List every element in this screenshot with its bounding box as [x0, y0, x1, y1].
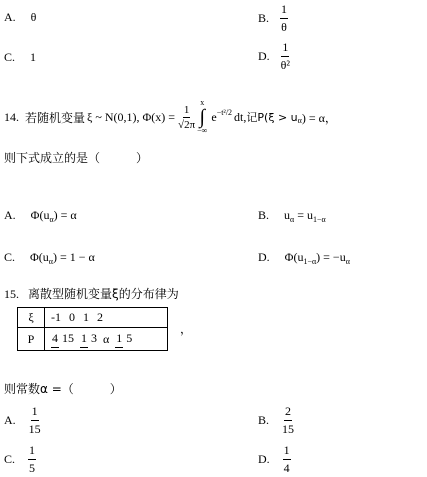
distribution-table — [17, 307, 168, 351]
fraction — [178, 104, 195, 131]
fraction — [283, 443, 291, 476]
integral-icon: ∫ — [199, 106, 205, 128]
option-label: B. — [258, 413, 270, 427]
option-label: A. — [4, 10, 16, 24]
subscript: α — [297, 115, 302, 125]
option-label: C. — [4, 452, 16, 466]
question-number: 14. — [4, 109, 19, 124]
numerator: 1 — [283, 443, 291, 460]
fraction — [282, 404, 294, 437]
table-cell: α — [103, 331, 110, 346]
q15-statement — [4, 288, 179, 300]
option-label: D. — [258, 452, 270, 466]
integrand: e — [211, 109, 217, 124]
question-number: 15. — [4, 287, 19, 301]
denominator: 15 — [62, 331, 74, 345]
numerator: 1 — [281, 40, 289, 57]
exponent: −t²/2 — [216, 107, 233, 117]
integral — [197, 99, 207, 135]
numerator: 1 — [31, 404, 39, 421]
table-cell-fraction — [51, 330, 74, 348]
question-text: 离散型随机变量ξ的分布律为 — [28, 287, 179, 301]
q14-option-c — [4, 250, 95, 265]
option-tail: = u — [294, 208, 313, 222]
denominator: θ² — [280, 58, 291, 72]
option-text: Φ(u — [284, 250, 304, 264]
row-values-xi — [45, 308, 168, 328]
q13-option-b — [258, 2, 288, 35]
q15-option-d — [258, 443, 291, 476]
numerator: 1 — [115, 331, 123, 348]
q14-statement — [4, 98, 337, 135]
q15-option-b — [258, 404, 294, 437]
table-cell: -1 — [51, 310, 61, 324]
option-label: D. — [258, 250, 270, 264]
dt: dt, — [234, 109, 247, 124]
q14-option-b — [258, 208, 326, 223]
q15-line2: 则常数α =（ ） — [4, 382, 122, 396]
option-label: A. — [4, 413, 16, 427]
denominator: 15 — [28, 422, 41, 436]
row-values-p — [45, 328, 168, 351]
table-cell-fraction — [115, 330, 132, 348]
formula-var: ξ ~ N(0,1), Φ(x) = — [87, 109, 176, 124]
option-text: Φ(u — [30, 250, 49, 264]
table-cell: 2 — [97, 310, 103, 324]
q14-option-d — [258, 250, 350, 265]
denominator: 3 — [91, 331, 97, 345]
question-text: 若随机变量 — [25, 110, 86, 125]
option-label: B. — [258, 208, 270, 222]
denominator: 15 — [282, 422, 295, 436]
option-label: C. — [4, 250, 16, 264]
lower-limit: −∞ — [197, 126, 208, 135]
numerator: 1 — [80, 331, 88, 348]
upper-limit: x — [200, 98, 205, 107]
numerator: 1 — [280, 2, 288, 19]
option-text: Φ(u — [30, 208, 50, 222]
numerator: 2 — [284, 404, 292, 421]
table-row — [18, 328, 168, 351]
q15-option-a — [4, 404, 41, 437]
q14-option-a — [4, 208, 77, 223]
row-label-xi: ξ — [18, 308, 45, 328]
subscript: α — [290, 215, 295, 224]
option-value: θ — [30, 10, 37, 24]
numerator: 1 — [28, 443, 36, 460]
table-cell: 1 — [83, 310, 89, 324]
option-tail: ) = 1 − α — [53, 250, 95, 264]
q13-option-c — [4, 50, 36, 65]
option-tail: ) = α — [53, 208, 77, 222]
denominator: √2π — [178, 118, 196, 131]
table-cell: 0 — [69, 310, 75, 324]
option-label: B. — [258, 11, 270, 25]
table-row — [18, 308, 168, 328]
numerator: 1 — [183, 103, 190, 116]
option-tail: ) = −u — [316, 250, 346, 264]
q13-option-d — [258, 40, 290, 73]
denominator: θ — [281, 20, 287, 34]
option-label: C. — [4, 50, 16, 64]
denominator: 5 — [29, 461, 36, 475]
option-label: D. — [258, 49, 270, 63]
fraction — [29, 404, 41, 437]
numerator: 4 — [51, 331, 59, 348]
subscript: 1−α — [303, 257, 317, 266]
q13-option-a — [4, 10, 36, 25]
option-value: 1 — [30, 50, 37, 64]
option-text: u — [284, 208, 291, 222]
denominator: 4 — [283, 461, 290, 475]
q14-line2: 则下式成立的是（ ） — [4, 151, 149, 165]
text-mid: 记P(ξ > u — [246, 111, 298, 124]
subscript-2: α — [345, 257, 350, 266]
denominator: 5 — [126, 331, 133, 345]
fraction — [28, 443, 36, 476]
text-end: ) = α， — [301, 110, 337, 125]
fraction — [280, 2, 288, 35]
fraction — [281, 40, 290, 73]
option-label: A. — [4, 208, 16, 222]
table-cell-fraction — [80, 330, 97, 348]
q15-option-c — [4, 443, 36, 476]
subscript: α — [48, 257, 53, 266]
subscript: α — [49, 215, 54, 224]
row-label-p: P — [18, 328, 45, 351]
table-trailing-comma: ， — [180, 322, 193, 336]
subscript-2: 1−α — [313, 215, 326, 224]
